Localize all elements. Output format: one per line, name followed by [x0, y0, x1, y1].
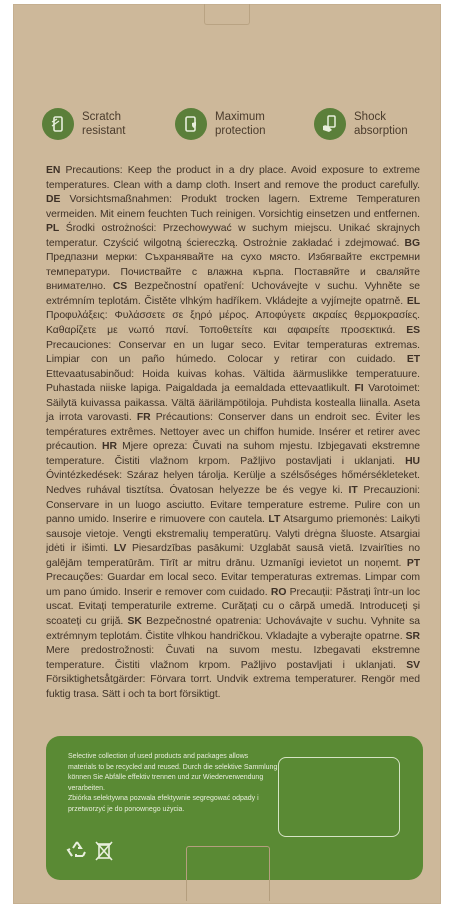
recycling-text	[68, 752, 278, 815]
lang-text: Предпазни мерки: Съхранявайте на сухо място. Избягвайте екстремни температури. Почиствайте с влажна кърпа. Поставяйте и сваляйте внимателно.	[46, 252, 420, 293]
lang-code: SR	[405, 630, 420, 642]
lang-code: BG	[404, 237, 420, 249]
lang-text: Precauții: Păstrați într-un loc uscat. Evitați temperaturile extreme. Curățați cu o cârpă umedă. Introduceți și scoateți cu grijă.	[46, 586, 420, 627]
lang-code: SV	[406, 659, 420, 671]
lang-code: DE	[46, 194, 61, 206]
feature-shock	[314, 108, 408, 140]
shock-hand-icon	[314, 108, 346, 140]
lang-code: ES	[406, 325, 421, 337]
lang-text: Προφυλάξεις: Φυλάσσετε σε ξηρό μέρος. Αποφύγετε ακραίες θερμοκρασίες. Καθαρίζετε με νωπό πανί. Τοποθετείτε και αφαιρείτε προσεκτικά.	[46, 310, 420, 337]
lang-code: HU	[405, 455, 420, 467]
lang-text: Försiktighetsåtgärder: Förvara torrt. Undvik extrema temperaturer. Rengör med fuktig trasa. Sätt i och ta bort försiktigt.	[46, 674, 420, 700]
lang-code: LT	[268, 514, 281, 526]
lang-text: Bezpečnostné opatrenia: Uchovávajte v suchu. Vyhnite sa extrémnym teplotám. Čistite vlhkou handričkou. Vkladajte a vyberajte opatrne.	[46, 615, 420, 642]
lang-code: PT	[406, 557, 420, 569]
lang-text: Mere predostrožnosti: Čuvati na suvom mestu. Izbegavati ekstremne temperature. Čistiti vlažnom krpom. Pažljivo postavljati i uklanjati.	[46, 645, 420, 671]
weee-bin-icon	[94, 840, 114, 862]
label-box	[278, 757, 400, 837]
lang-code: RO	[270, 586, 287, 598]
lang-code: EL	[406, 295, 420, 307]
lang-text: Precautions: Keep the product in a dry place. Avoid exposure to extreme temperatures. Clean with a damp cloth. Insert and remove the product carefully.	[46, 165, 420, 191]
lang-code: CS	[112, 281, 128, 293]
scratch-phone-icon	[42, 108, 74, 140]
lang-code: PL	[46, 223, 60, 235]
recycling-pl: Zbiórka selektywna pozwala efektywnie segregować odpady i przetworzyć je do ponownego użycia.	[68, 795, 259, 813]
lang-text: Precauzioni: Conservare in un luogo asciutto. Evitare temperature estreme. Pulire con un panno umido. Inserire e rimuovere con cautela.	[46, 485, 420, 526]
feature-row	[30, 108, 430, 148]
lang-code: EN	[46, 165, 61, 176]
precautions-text	[46, 164, 420, 702]
lang-text: Precauciones: Conservar en un lugar seco. Evitar temperaturas extremas. Limpiar con un paño húmedo. Colocar y retirar con cuidado.	[46, 339, 420, 366]
bottom-flap	[186, 846, 270, 901]
lang-code: LV	[113, 543, 127, 555]
hang-hole	[204, 4, 250, 25]
feature-scratch	[42, 108, 125, 140]
lang-code: FI	[354, 383, 364, 395]
lang-code: FR	[136, 412, 151, 424]
feature-protection	[175, 108, 266, 140]
lang-code: IT	[348, 485, 358, 497]
lang-text: Varotoimet: Säilytä kuivassa paikassa. Vältä äärilämpötiloja. Puhdista kostealla liinalla. Aseta ja irrota varovasti.	[46, 383, 421, 424]
feature-line2: resistant	[82, 125, 126, 137]
lang-text: Ettevaatusabinõud: Hoida kuivas kohas. Vältida äärmuslikke temperatuure. Puhastada niiske lapiga. Paigaldada ja eemaldada ettevaatlikult.	[46, 368, 420, 395]
lang-text: Vorsichtsmaßnahmen: Produkt trocken lagern. Extreme Temperaturen vermeiden. Mit einem feuchten Tuch reinigen. Vorsichtig einsetzen und entfernen.	[46, 194, 420, 220]
lang-text: Mjere opreza: Čuvati na suhom mjestu. Izbjegavati ekstremne temperature. Čistiti vlažnom krpom. Pažljivo postavljati i uklanjati.	[46, 441, 421, 467]
recycling-en: Selective collection of used products and packages allows materials to be recycled and reused.	[68, 753, 249, 771]
lang-text: Óvintézkedések: Száraz helyen tárolja. Kerülje a szélsőséges hőmérsékleteket. Nedves ruhával tisztítsa. Óvatosan helyezze be és vegye ki.	[46, 470, 420, 497]
recycling-icons	[66, 840, 114, 862]
recycle-icon	[66, 840, 88, 860]
lang-text: Atsargumo priemonės: Laikyti sausoje vietoje. Vengti ekstremalių temperatūrų. Valyti drėgna šluoste. Atsargiai įdėti ir išimti.	[46, 514, 420, 555]
lang-code: SK	[127, 615, 142, 627]
lang-text: Precauções: Guardar em local seco. Evitar temperaturas extremas. Limpar com um pano úmido. Inserir e remover com cuidado.	[46, 572, 420, 598]
shield-phone-icon	[175, 108, 207, 140]
feature-line1: Maximum	[215, 111, 265, 123]
lang-text: Précautions: Conserver dans un endroit sec. Éviter les températures extrêmes. Nettoyer avec un chiffon humide. Insérer et retirer avec précaution.	[46, 412, 420, 453]
feature-line1: Shock	[354, 111, 386, 123]
lang-text: Piesardzības pasākumi: Uzglabāt sausā vietā. Izvairīties no galējām temperatūrām. Tīrīt ar mitru drānu. Uzmanīgi ievietot un noņemt.	[46, 543, 420, 569]
lang-code: HR	[102, 441, 117, 453]
lang-code: ET	[406, 354, 421, 366]
recycling-de: Durch die selektive Sammlung können Sie Abfälle effektiv trennen und zur Wiederverwendung verarbeiten.	[68, 763, 278, 792]
feature-line1: Scratch	[82, 111, 121, 123]
lang-text: Bezpečnostní opatření: Uchovávejte v suchu. Vyhněte se extrémním teplotám. Čistěte vlhkým hadříkem. Vkládejte a vyjímejte opatrně.	[46, 281, 420, 307]
feature-line2: protection	[215, 125, 266, 137]
feature-line2: absorption	[354, 125, 408, 137]
lang-text: Środki ostrożności: Przechowywać w suchym miejscu. Unikać skrajnych temperatur. Czyścić wilgotną ściereczką. Ostrożnie zakładać i zdejmować.	[46, 223, 420, 249]
